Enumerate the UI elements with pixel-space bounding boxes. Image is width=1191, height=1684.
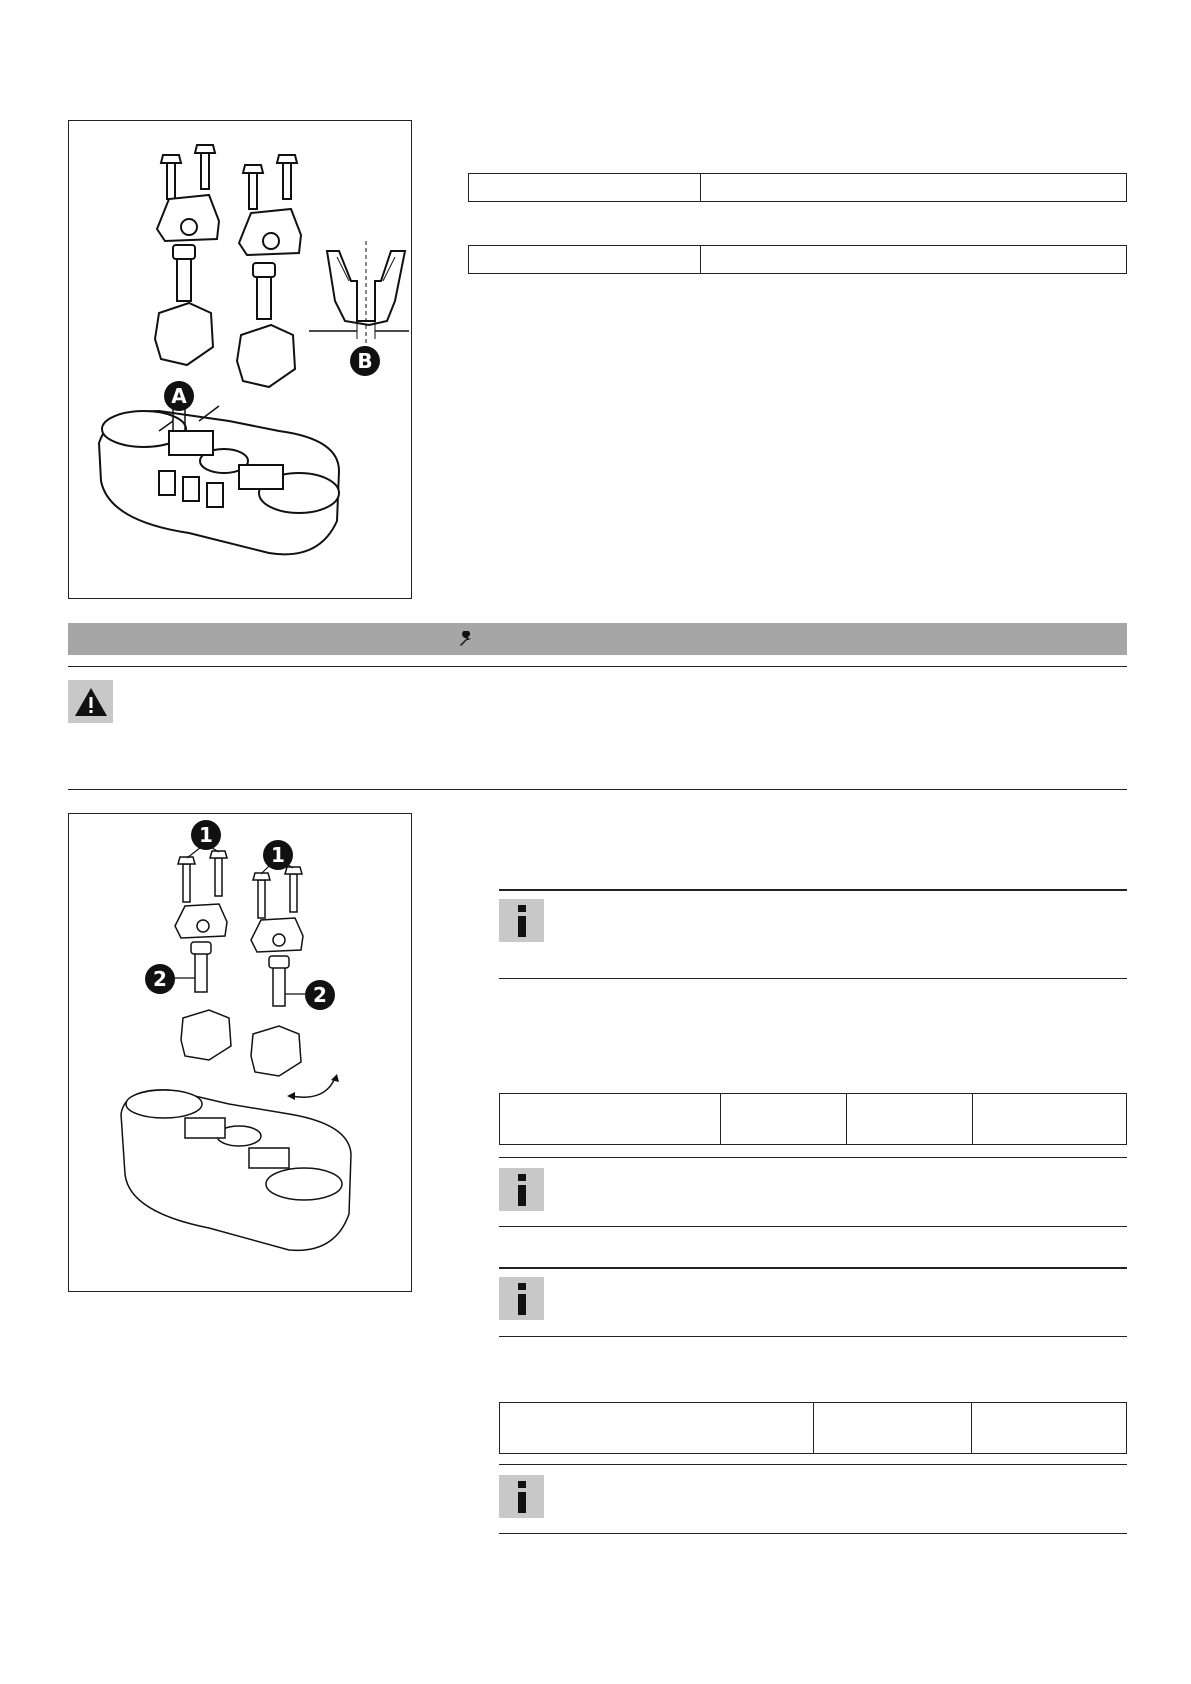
table-row: [469, 174, 1127, 202]
table-cell: [500, 1094, 721, 1145]
figure-bottom: [68, 813, 412, 1292]
spec-table-3: [499, 1093, 1127, 1145]
info-icon: [515, 1174, 529, 1206]
callout-label-1: 1: [191, 820, 221, 850]
divider: [499, 1226, 1127, 1227]
table-cell: [973, 1094, 1127, 1145]
info-icon: [515, 1283, 529, 1315]
divider: [68, 789, 1127, 790]
callout-label-2: 2: [145, 964, 175, 994]
callout-label-a: A: [164, 381, 194, 411]
warning-icon-box: [68, 680, 113, 723]
table-row: [500, 1403, 1127, 1454]
table-cell: [847, 1094, 973, 1145]
divider: [499, 1464, 1127, 1465]
info-icon-box: [499, 1475, 544, 1518]
info-icon-box: [499, 1168, 544, 1211]
callout-label-1: 1: [263, 840, 293, 870]
wrench-icon: [458, 631, 474, 647]
table-cell: [469, 174, 701, 202]
info-icon: [515, 905, 529, 937]
triple-clamp-bottom-illustration: [69, 814, 411, 1291]
spec-table-1: [468, 173, 1127, 202]
divider: [499, 1533, 1127, 1534]
callout-label-2: 2: [305, 980, 335, 1010]
table-cell: [469, 246, 701, 274]
spec-table-2: [468, 245, 1127, 274]
figure-top: [68, 120, 412, 599]
table-row: [469, 246, 1127, 274]
table-cell: [500, 1403, 814, 1454]
spec-table-4: [499, 1402, 1127, 1454]
info-icon-box: [499, 899, 544, 942]
table-cell: [701, 174, 1127, 202]
divider: [499, 889, 1127, 891]
table-cell: [701, 246, 1127, 274]
divider: [499, 978, 1127, 979]
divider: [68, 666, 1127, 667]
callout-label-b: B: [350, 346, 380, 376]
info-icon: [515, 1481, 529, 1513]
table-cell: [972, 1403, 1127, 1454]
info-icon-box: [499, 1277, 544, 1320]
section-header-bar: [68, 623, 1127, 655]
table-cell: [814, 1403, 972, 1454]
divider: [499, 1336, 1127, 1337]
table-row: [500, 1094, 1127, 1145]
table-cell: [721, 1094, 847, 1145]
divider: [499, 1267, 1127, 1269]
warning-icon: [73, 686, 109, 718]
bolt-illustration: [161, 155, 181, 199]
divider: [499, 1157, 1127, 1158]
